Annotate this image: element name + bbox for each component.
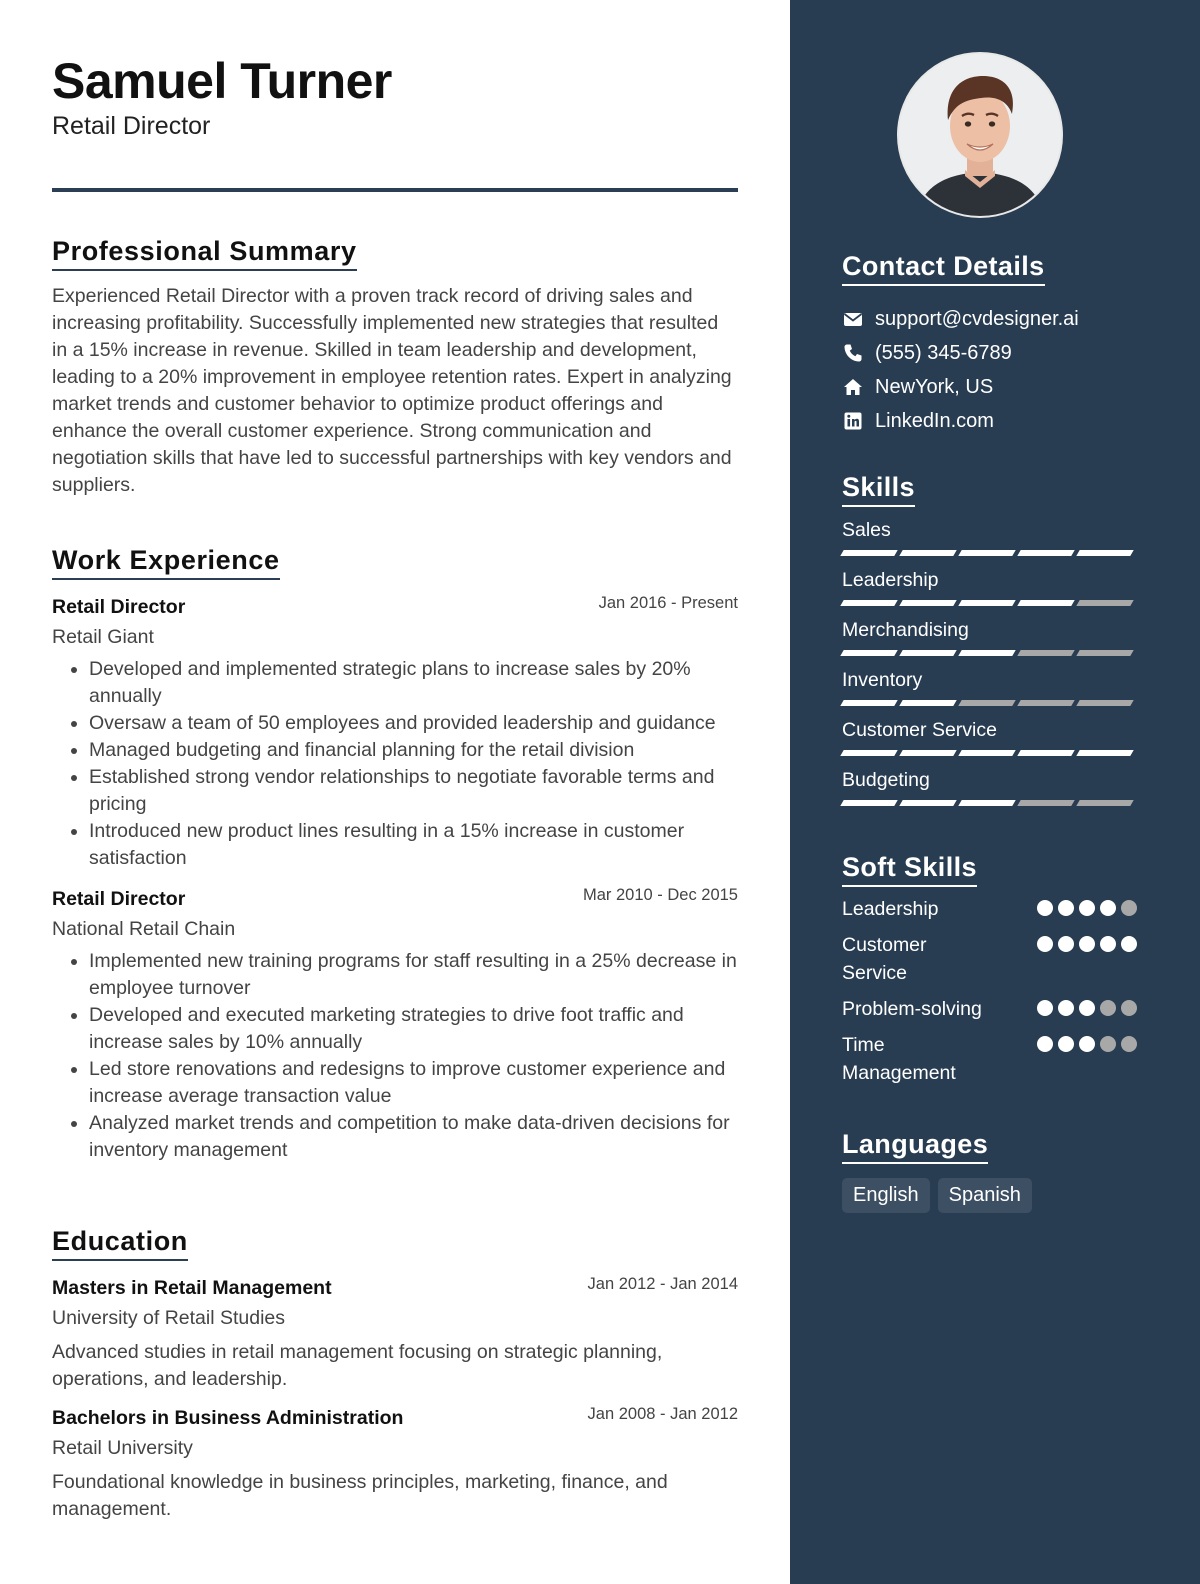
skill-level-segment xyxy=(958,750,1015,756)
degree-title: Masters in Retail Management xyxy=(52,1277,332,1299)
language-tag: English xyxy=(842,1178,930,1213)
rating-dot xyxy=(1037,1000,1053,1016)
contact-email-text: support@cvdesigner.ai xyxy=(875,307,1079,330)
rating-dot xyxy=(1100,900,1116,916)
soft-skill-name: Problem-solving xyxy=(842,998,982,1020)
header-divider xyxy=(52,188,738,192)
skill-name: Merchandising xyxy=(842,619,969,641)
contact-email[interactable] xyxy=(842,302,1137,336)
rating-dot xyxy=(1058,1000,1074,1016)
skill-item xyxy=(842,617,1137,657)
education-entry xyxy=(52,1277,738,1393)
rating-dot xyxy=(1100,1036,1116,1052)
job-bullet: • Developed and implemented strategic plans to increase sales by 20% annually xyxy=(89,656,738,710)
skill-name: Budgeting xyxy=(842,769,930,791)
rating-dot xyxy=(1058,1036,1074,1052)
skill-level-segment xyxy=(1076,750,1133,756)
skill-level-segment xyxy=(1017,800,1074,806)
languages-section xyxy=(842,1129,1137,1213)
rating-dot xyxy=(1079,900,1095,916)
skill-level-segment xyxy=(1076,650,1133,656)
soft-skill-item xyxy=(842,895,1137,923)
school-name: Retail University xyxy=(52,1437,193,1459)
sidebar xyxy=(790,0,1200,1584)
soft-skill-rating xyxy=(1037,936,1137,952)
school-name: University of Retail Studies xyxy=(52,1307,286,1329)
skill-level-segment xyxy=(1017,700,1074,706)
job-entry xyxy=(52,596,738,872)
summary-section xyxy=(52,236,738,499)
job-company: National Retail Chain xyxy=(52,918,236,940)
education-dates: Jan 2012 - Jan 2014 xyxy=(587,1275,738,1293)
rating-dot xyxy=(1079,1000,1095,1016)
skill-level-segment xyxy=(958,550,1015,556)
job-dates: Jan 2016 - Present xyxy=(598,594,738,612)
skill-level-segment xyxy=(1017,600,1074,606)
skill-name: Inventory xyxy=(842,669,923,691)
job-bullet: • Led store renovations and redesigns to improve customer experience and increase average transaction value xyxy=(89,1056,738,1110)
experience-section xyxy=(52,545,738,1164)
contact-heading: Contact Details xyxy=(842,251,1045,286)
experience-heading: Work Experience xyxy=(52,545,280,580)
rating-dot xyxy=(1121,1000,1137,1016)
soft-skill-item xyxy=(842,995,1137,1023)
skill-level-segment xyxy=(958,800,1015,806)
education-description: Advanced studies in retail management focusing on strategic planning, operations, and leadership. xyxy=(52,1341,663,1390)
candidate-name: Samuel Turner xyxy=(52,53,392,109)
skill-level-segment xyxy=(1017,650,1074,656)
degree-title: Bachelors in Business Administration xyxy=(52,1407,404,1429)
soft-skill-rating xyxy=(1037,900,1137,916)
summary-text: Experienced Retail Director with a proven track record of driving sales and increasing profitability. Successfully implemented new strategies that resulted in a 15% increase in revenue. Skilled in team leadership and development, leading to a 20% improvement in employee retention rates. Expert in analyzing market trends and customer behavior to optimize product offerings and enhance the overall customer experience. Strong communication and negotiation skills that have led to successful partnerships with key vendors and suppliers. xyxy=(52,285,732,496)
education-section xyxy=(52,1226,738,1523)
rating-dot xyxy=(1037,936,1053,952)
job-dates: Mar 2010 - Dec 2015 xyxy=(582,886,738,904)
skill-item xyxy=(842,667,1137,707)
linkedin-icon xyxy=(842,410,864,432)
skill-level-segment xyxy=(899,750,956,756)
contact-location xyxy=(842,370,1137,404)
soft-skill-name: Time Management xyxy=(842,1034,956,1084)
skill-level-bar xyxy=(842,600,1137,607)
job-title: Retail Director xyxy=(52,888,186,910)
job-bullet: • Managed budgeting and financial planning for the retail division xyxy=(89,737,738,764)
skill-level-segment xyxy=(899,650,956,656)
skill-level-segment xyxy=(1017,750,1074,756)
skill-level-segment xyxy=(840,800,897,806)
skill-item xyxy=(842,767,1137,807)
job-bullets xyxy=(52,948,738,1164)
rating-dot xyxy=(1058,900,1074,916)
contact-location-text: NewYork, US xyxy=(875,375,994,398)
education-entry xyxy=(52,1407,738,1523)
summary-heading: Professional Summary xyxy=(52,236,357,271)
soft-skill-name: Leadership xyxy=(842,898,939,920)
skill-level-segment xyxy=(1076,800,1133,806)
rating-dot xyxy=(1121,936,1137,952)
skill-level-segment xyxy=(899,800,956,806)
contact-linkedin-text: LinkedIn.com xyxy=(875,409,994,432)
job-company: Retail Giant xyxy=(52,626,154,648)
skill-level-bar xyxy=(842,800,1137,807)
skill-level-segment xyxy=(1017,550,1074,556)
job-bullet: • Analyzed market trends and competition to make data-driven decisions for inventory management xyxy=(89,1110,738,1164)
skill-level-segment xyxy=(1076,700,1133,706)
skill-item xyxy=(842,567,1137,607)
rating-dot xyxy=(1100,936,1116,952)
skill-level-segment xyxy=(958,700,1015,706)
job-bullet: • Established strong vendor relationships to negotiate favorable terms and pricing xyxy=(89,764,738,818)
rating-dot xyxy=(1100,1000,1116,1016)
rating-dot xyxy=(1037,1036,1053,1052)
skill-level-segment xyxy=(840,700,897,706)
soft-skills-section xyxy=(842,852,1137,1087)
skill-level-bar xyxy=(842,550,1137,557)
contact-section xyxy=(842,251,1137,438)
skill-level-segment xyxy=(1076,600,1133,606)
skill-level-bar xyxy=(842,750,1137,757)
profile-photo xyxy=(897,52,1063,218)
envelope-icon xyxy=(842,308,864,330)
soft-skill-item xyxy=(842,1031,1137,1087)
rating-dot xyxy=(1058,936,1074,952)
phone-icon xyxy=(842,342,864,364)
education-dates: Jan 2008 - Jan 2012 xyxy=(587,1405,738,1423)
skill-level-segment xyxy=(1076,550,1133,556)
home-icon xyxy=(842,376,864,398)
language-tag: Spanish xyxy=(938,1178,1032,1213)
profile-portrait-icon xyxy=(899,54,1061,216)
skills-section xyxy=(842,472,1137,807)
job-title: Retail Director xyxy=(52,596,186,618)
soft-skill-item xyxy=(842,931,1137,987)
skills-heading: Skills xyxy=(842,472,915,507)
soft-skill-name: Customer Service xyxy=(842,934,927,984)
skill-name: Leadership xyxy=(842,569,939,591)
rating-dot xyxy=(1037,900,1053,916)
skill-level-segment xyxy=(899,550,956,556)
skill-level-bar xyxy=(842,700,1137,707)
skill-item xyxy=(842,517,1137,557)
job-bullet: • Introduced new product lines resulting in a 15% increase in customer satisfaction xyxy=(89,818,738,872)
candidate-role: Retail Director xyxy=(52,112,211,140)
rating-dot xyxy=(1121,900,1137,916)
soft-skill-rating xyxy=(1037,1000,1137,1016)
skill-level-segment xyxy=(840,600,897,606)
job-bullet: • Developed and executed marketing strategies to drive foot traffic and increase sales by 10% annually xyxy=(89,1002,738,1056)
skill-level-segment xyxy=(840,550,897,556)
skill-level-segment xyxy=(840,750,897,756)
soft-skill-rating xyxy=(1037,1036,1137,1052)
job-bullet: • Implemented new training programs for staff resulting in a 25% decrease in employee turnover xyxy=(89,948,738,1002)
skill-level-segment xyxy=(958,600,1015,606)
soft-skills-heading: Soft Skills xyxy=(842,852,977,887)
skill-item xyxy=(842,717,1137,757)
education-heading: Education xyxy=(52,1226,188,1261)
skill-level-segment xyxy=(958,650,1015,656)
job-entry xyxy=(52,888,738,1164)
rating-dot xyxy=(1079,936,1095,952)
skill-level-segment xyxy=(840,650,897,656)
contact-phone[interactable] xyxy=(842,336,1137,370)
contact-linkedin[interactable] xyxy=(842,404,1137,438)
skill-name: Customer Service xyxy=(842,719,997,741)
contact-phone-text: (555) 345-6789 xyxy=(875,341,1012,364)
education-description: Foundational knowledge in business principles, marketing, finance, and management. xyxy=(52,1471,668,1520)
skill-level-segment xyxy=(899,700,956,706)
skill-level-bar xyxy=(842,650,1137,657)
skill-level-segment xyxy=(899,600,956,606)
job-bullet: • Oversaw a team of 50 employees and provided leadership and guidance xyxy=(89,710,738,737)
skill-name: Sales xyxy=(842,519,891,541)
job-bullets xyxy=(52,656,738,872)
rating-dot xyxy=(1079,1036,1095,1052)
languages-heading: Languages xyxy=(842,1129,988,1164)
rating-dot xyxy=(1121,1036,1137,1052)
